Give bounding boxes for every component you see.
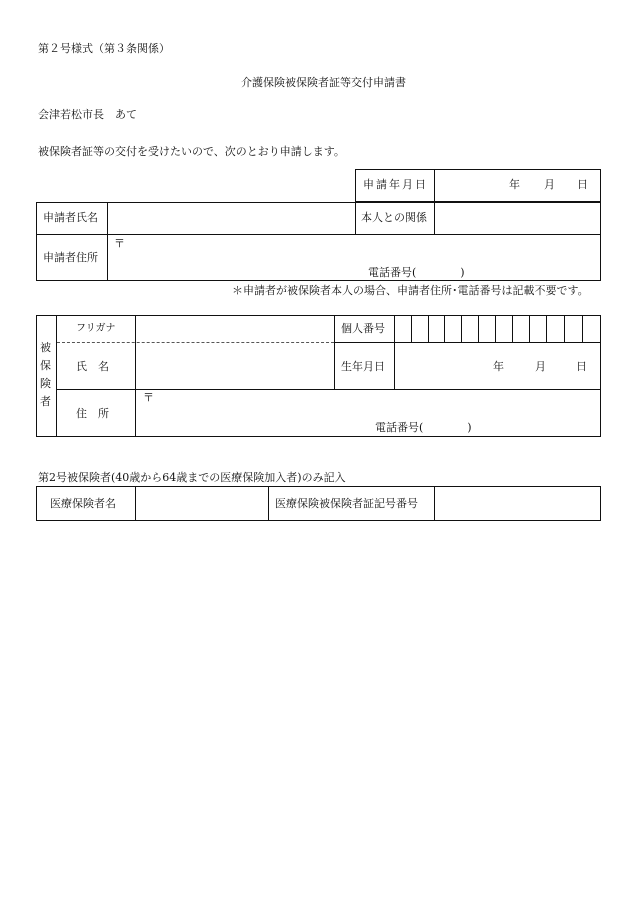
number-box-divider bbox=[582, 315, 583, 342]
birth-label: 生年月日 bbox=[341, 360, 385, 373]
intro-text: 被保険者証等の交付を受けたいので、次のとおり申請します。 bbox=[38, 145, 345, 158]
insured-side-2: 保 bbox=[40, 359, 51, 372]
second-insured-heading: 第2号被保険者(40歳から64歳までの医療保険加入者)のみ記入 bbox=[38, 471, 346, 484]
applicant-address-label: 申請者住所 bbox=[43, 251, 98, 264]
form-title: 介護保険被保険者証等交付申請書 bbox=[241, 76, 406, 89]
furigana-label: フリガナ bbox=[76, 323, 116, 334]
number-box-divider bbox=[564, 315, 565, 342]
insured-side-4: 者 bbox=[40, 395, 51, 408]
number-box-divider bbox=[495, 315, 496, 342]
insured-phone-label: 電話番号( ) bbox=[375, 421, 472, 434]
number-box-divider bbox=[512, 315, 513, 342]
individual-number-label: 個人番号 bbox=[341, 322, 385, 335]
number-box-divider bbox=[428, 315, 429, 342]
applicant-address-input[interactable] bbox=[108, 235, 600, 280]
date-label: 申請年月日 bbox=[363, 178, 428, 191]
number-box-divider bbox=[461, 315, 462, 342]
number-box-divider bbox=[444, 315, 445, 342]
relation-input[interactable] bbox=[435, 203, 600, 233]
applicant-name-input[interactable] bbox=[108, 203, 354, 233]
relation-label: 本人との関係 bbox=[361, 211, 427, 224]
applicant-postal-mark: 〒 bbox=[114, 237, 125, 250]
number-box-divider bbox=[529, 315, 530, 342]
furigana-input[interactable] bbox=[136, 316, 333, 341]
insurer-name-label: 医療保険者名 bbox=[50, 497, 116, 510]
date-year-unit: 年 bbox=[509, 178, 520, 191]
form-number: 第２号様式（第３条関係） bbox=[38, 42, 170, 55]
addressee: 会津若松市長 あて bbox=[38, 108, 137, 121]
insurance-number-label: 医療保険被保険者証記号番号 bbox=[275, 497, 418, 510]
date-month-unit: 月 bbox=[544, 178, 555, 191]
number-box-divider bbox=[546, 315, 547, 342]
applicant-name-label: 申請者氏名 bbox=[43, 211, 98, 224]
insured-side-3: 険 bbox=[40, 377, 51, 390]
number-box-divider bbox=[411, 315, 412, 342]
insured-side-1: 被 bbox=[40, 341, 51, 354]
insured-address-input[interactable] bbox=[136, 390, 600, 436]
insured-name-input[interactable] bbox=[136, 343, 333, 388]
applicant-phone-label: 電話番号( ) bbox=[368, 266, 465, 279]
birth-month-unit: 月 bbox=[535, 360, 546, 373]
insurance-number-input[interactable] bbox=[435, 487, 600, 520]
insured-address-label: 住 所 bbox=[76, 407, 109, 420]
birth-year-unit: 年 bbox=[493, 360, 504, 373]
number-box-divider bbox=[478, 315, 479, 342]
insured-postal-mark: 〒 bbox=[143, 391, 154, 404]
insurer-name-input[interactable] bbox=[136, 487, 267, 520]
birth-day-unit: 日 bbox=[576, 360, 587, 373]
applicant-note: ＊申請者が被保険者本人の場合、申請者住所･電話番号は記載不要です。 bbox=[232, 284, 589, 297]
date-day-unit: 日 bbox=[577, 178, 588, 191]
insured-name-label: 氏 名 bbox=[76, 360, 109, 373]
